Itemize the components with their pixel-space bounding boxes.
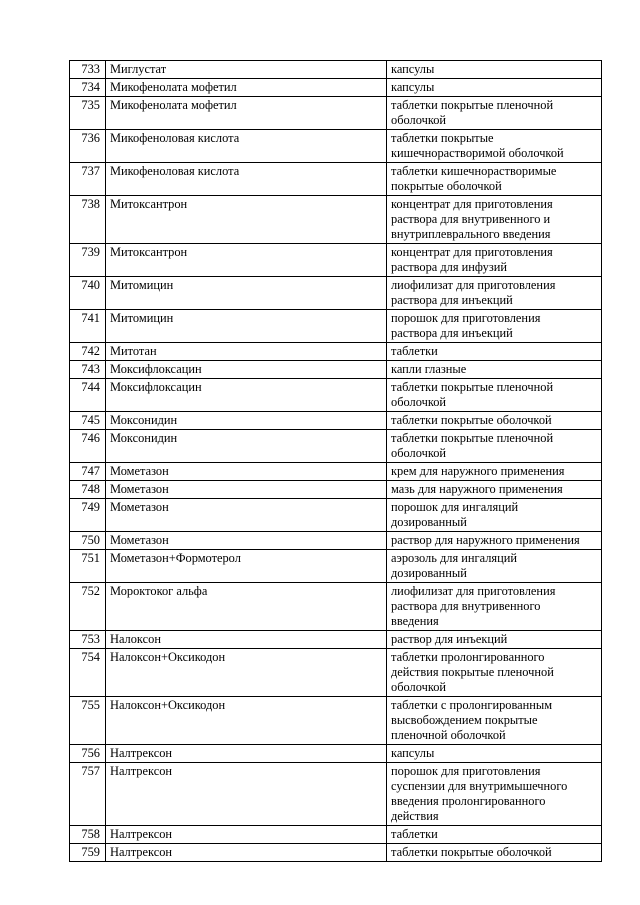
drug-table xyxy=(69,60,602,862)
row-number: 758 xyxy=(70,826,106,844)
table-row xyxy=(70,532,602,550)
table-row xyxy=(70,310,602,343)
table-row xyxy=(70,463,602,481)
dosage-form: капли глазные xyxy=(387,361,602,379)
drug-name: Митоксантрон xyxy=(106,244,387,277)
row-number: 750 xyxy=(70,532,106,550)
dosage-form: раствор для инъекций xyxy=(387,631,602,649)
row-number: 753 xyxy=(70,631,106,649)
table-row xyxy=(70,430,602,463)
drug-name: Мометазон xyxy=(106,532,387,550)
dosage-form: аэрозоль для ингаляций дозированный xyxy=(387,550,602,583)
dosage-form: лиофилизат для приготовления раствора для внутривенного введения xyxy=(387,583,602,631)
drug-name: Мометазон+Формотерол xyxy=(106,550,387,583)
drug-name: Налтрексон xyxy=(106,763,387,826)
dosage-form: капсулы xyxy=(387,79,602,97)
drug-name: Митотан xyxy=(106,343,387,361)
row-number: 744 xyxy=(70,379,106,412)
dosage-form: таблетки покрытые пленочной оболочкой xyxy=(387,379,602,412)
table-row xyxy=(70,826,602,844)
dosage-form: порошок для ингаляций дозированный xyxy=(387,499,602,532)
drug-name: Моксонидин xyxy=(106,412,387,430)
row-number: 743 xyxy=(70,361,106,379)
row-number: 740 xyxy=(70,277,106,310)
row-number: 734 xyxy=(70,79,106,97)
row-number: 757 xyxy=(70,763,106,826)
table-row xyxy=(70,79,602,97)
row-number: 759 xyxy=(70,844,106,862)
table-row xyxy=(70,277,602,310)
drug-name: Митоксантрон xyxy=(106,196,387,244)
dosage-form: таблетки покрытые кишечнорастворимой оболочкой xyxy=(387,130,602,163)
dosage-form: мазь для наружного применения xyxy=(387,481,602,499)
table-row xyxy=(70,631,602,649)
row-number: 738 xyxy=(70,196,106,244)
drug-name: Моксонидин xyxy=(106,430,387,463)
table-row xyxy=(70,745,602,763)
dosage-form: лиофилизат для приготовления раствора для инъекций xyxy=(387,277,602,310)
dosage-form: капсулы xyxy=(387,61,602,79)
drug-name: Микофенолата мофетил xyxy=(106,79,387,97)
drug-name: Митомицин xyxy=(106,277,387,310)
table-row xyxy=(70,343,602,361)
table-row xyxy=(70,550,602,583)
drug-name: Мометазон xyxy=(106,499,387,532)
drug-name: Микофеноловая кислота xyxy=(106,130,387,163)
row-number: 749 xyxy=(70,499,106,532)
row-number: 742 xyxy=(70,343,106,361)
dosage-form: порошок для приготовления суспензии для внутримышечного введения пролонгированного действия xyxy=(387,763,602,826)
drug-name: Мометазон xyxy=(106,463,387,481)
dosage-form: концентрат для приготовления раствора для внутривенного и внутриплеврального введения xyxy=(387,196,602,244)
drug-name: Мометазон xyxy=(106,481,387,499)
drug-name: Моксифлоксацин xyxy=(106,361,387,379)
row-number: 755 xyxy=(70,697,106,745)
table-row xyxy=(70,244,602,277)
table-row xyxy=(70,379,602,412)
drug-name: Микофеноловая кислота xyxy=(106,163,387,196)
dosage-form: капсулы xyxy=(387,745,602,763)
table-row xyxy=(70,163,602,196)
table-row xyxy=(70,61,602,79)
row-number: 754 xyxy=(70,649,106,697)
table-row xyxy=(70,97,602,130)
dosage-form: таблетки xyxy=(387,343,602,361)
row-number: 733 xyxy=(70,61,106,79)
row-number: 746 xyxy=(70,430,106,463)
row-number: 745 xyxy=(70,412,106,430)
dosage-form: раствор для наружного применения xyxy=(387,532,602,550)
row-number: 739 xyxy=(70,244,106,277)
row-number: 747 xyxy=(70,463,106,481)
dosage-form: таблетки покрытые оболочкой xyxy=(387,412,602,430)
drug-name: Налтрексон xyxy=(106,745,387,763)
dosage-form: концентрат для приготовления раствора для инфузий xyxy=(387,244,602,277)
dosage-form: крем для наружного применения xyxy=(387,463,602,481)
drug-name: Налтрексон xyxy=(106,826,387,844)
dosage-form: порошок для приготовления раствора для инъекций xyxy=(387,310,602,343)
dosage-form: таблетки xyxy=(387,826,602,844)
table-row xyxy=(70,196,602,244)
row-number: 752 xyxy=(70,583,106,631)
drug-name: Мороктоког альфа xyxy=(106,583,387,631)
row-number: 751 xyxy=(70,550,106,583)
drug-name: Налоксон xyxy=(106,631,387,649)
table-row xyxy=(70,649,602,697)
drug-name: Налоксон+Оксикодон xyxy=(106,697,387,745)
row-number: 741 xyxy=(70,310,106,343)
table-row xyxy=(70,499,602,532)
dosage-form: таблетки покрытые пленочной оболочкой xyxy=(387,97,602,130)
table-row xyxy=(70,481,602,499)
table-row xyxy=(70,763,602,826)
drug-name: Миглустат xyxy=(106,61,387,79)
table-row xyxy=(70,412,602,430)
dosage-form: таблетки покрытые пленочной оболочкой xyxy=(387,430,602,463)
table-row xyxy=(70,130,602,163)
dosage-form: таблетки покрытые оболочкой xyxy=(387,844,602,862)
table-row xyxy=(70,844,602,862)
drug-name: Налтрексон xyxy=(106,844,387,862)
row-number: 736 xyxy=(70,130,106,163)
drug-name: Митомицин xyxy=(106,310,387,343)
dosage-form: таблетки пролонгированного действия покрытые пленочной оболочкой xyxy=(387,649,602,697)
row-number: 748 xyxy=(70,481,106,499)
table-row xyxy=(70,583,602,631)
row-number: 737 xyxy=(70,163,106,196)
drug-name: Моксифлоксацин xyxy=(106,379,387,412)
row-number: 735 xyxy=(70,97,106,130)
drug-table-body xyxy=(70,61,602,862)
table-row xyxy=(70,361,602,379)
drug-name: Налоксон+Оксикодон xyxy=(106,649,387,697)
drug-name: Микофенолата мофетил xyxy=(106,97,387,130)
dosage-form: таблетки кишечнорастворимые покрытые оболочкой xyxy=(387,163,602,196)
row-number: 756 xyxy=(70,745,106,763)
table-row xyxy=(70,697,602,745)
dosage-form: таблетки с пролонгированным высвобождением покрытые пленочной оболочкой xyxy=(387,697,602,745)
